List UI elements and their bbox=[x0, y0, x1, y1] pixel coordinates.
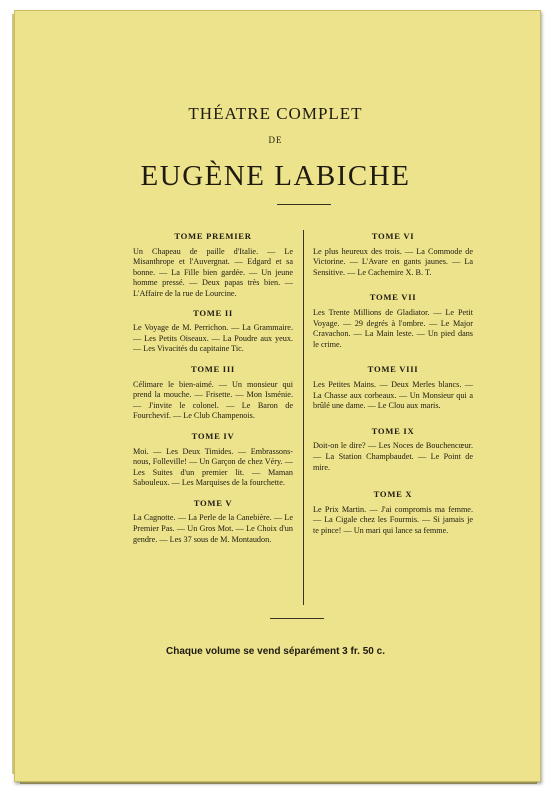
tome-entry bbox=[313, 231, 473, 278]
tome-entry bbox=[313, 364, 473, 411]
tome-heading: TOME PREMIER bbox=[174, 231, 252, 241]
left-column bbox=[133, 231, 293, 545]
tome-heading: TOME IX bbox=[371, 425, 415, 436]
price-notice: Chaque volume se vend séparément 3 fr. 50 c. bbox=[166, 646, 385, 657]
tome-contents: Le Prix Martin. — J'ai compromis ma femme. — La Cigale chez les Fourmis. — Si jamais je te pince! — Un mari qui lance sa femme. bbox=[313, 504, 473, 535]
tome-contents: Le plus heureux des trois. — La Commode de Victorine. — L'Avare en gants jaunes. — La Sensitive. — Le Cachemire X. B. T. bbox=[313, 246, 473, 277]
tome-heading: TOME II bbox=[193, 307, 233, 318]
tome-entry bbox=[133, 431, 293, 489]
tome-heading: TOME VI bbox=[371, 231, 415, 241]
page-title: THÉATRE COMPLET bbox=[188, 104, 363, 123]
tome-heading: TOME III bbox=[191, 363, 235, 374]
tome-contents: Les Trente Millions de Gladiator. — Le Petit Voyage. — 29 degrés à l'ombre. — Le Major Cravachon. — La Main leste. — Un pied dans le crime. bbox=[313, 307, 473, 349]
column-divider bbox=[303, 230, 304, 605]
tome-entry bbox=[313, 489, 473, 536]
tome-entry bbox=[313, 292, 473, 350]
tome-contents: Un Chapeau de paille d'Italie. — Le Misanthrope et l'Auvergnat. — Edgard et sa bonne. — La Fille bien gardée. — Un jeune homme pressé. — Deux papas très bien. — L'Affaire de la rue de Lourcine. bbox=[133, 246, 293, 298]
tome-contents: Moi. — Les Deux Timides. — Embrassons-nous, Folleville! — Un Garçon de chez Véry. — Les Suites d'un premier lit. — Maman Sabouleux. — Les Marquises de la fourchette. bbox=[133, 446, 293, 488]
tome-heading: TOME V bbox=[193, 497, 233, 508]
title-rule bbox=[277, 204, 331, 205]
footer-rule bbox=[270, 618, 324, 619]
tome-heading: TOME IV bbox=[191, 430, 235, 441]
tome-contents: Le Voyage de M. Perrichon. — La Grammaire. — Les Petits Oiseaux. — La Poudre aux yeux. — Les Vivacités du capitaine Tic. bbox=[133, 323, 293, 354]
tome-entry bbox=[133, 308, 293, 355]
title-preposition: DE bbox=[268, 135, 283, 145]
author-name: EUGÈNE LABICHE bbox=[140, 160, 411, 192]
tome-heading: TOME VII bbox=[369, 292, 417, 303]
tome-heading: TOME VIII bbox=[367, 364, 419, 375]
tome-entry bbox=[133, 231, 293, 300]
tome-entry bbox=[313, 426, 473, 473]
tome-entry bbox=[133, 364, 293, 422]
tome-contents: Les Petites Mains. — Deux Merles blancs. — La Chasse aux corbeaux. — Un Monsieur qui a brûlé une dame. — Le Clou aux maris. bbox=[313, 379, 473, 411]
tome-contents: Célimare le bien-aimé. — Un monsieur qui prend la mouche. — Frisette. — Mon Isménie. — J'invite le colonel. — Le Baron de Fourchevif. — Le Club Champenois. bbox=[133, 379, 293, 421]
right-column bbox=[313, 231, 473, 536]
tome-heading: TOME X bbox=[373, 489, 413, 500]
tome-entry bbox=[133, 498, 293, 545]
tome-contents: Doit-on le dire? — Les Noces de Bouchencœur. — La Station Champbaudet. — Le Point de mire. bbox=[313, 441, 473, 472]
tome-contents: La Cagnotte. — La Perle de la Canebière. — Le Premier Pas. — Un Gros Mot. — Le Choix d'un gendre. — Les 37 sous de M. Montaudon. bbox=[133, 513, 293, 544]
